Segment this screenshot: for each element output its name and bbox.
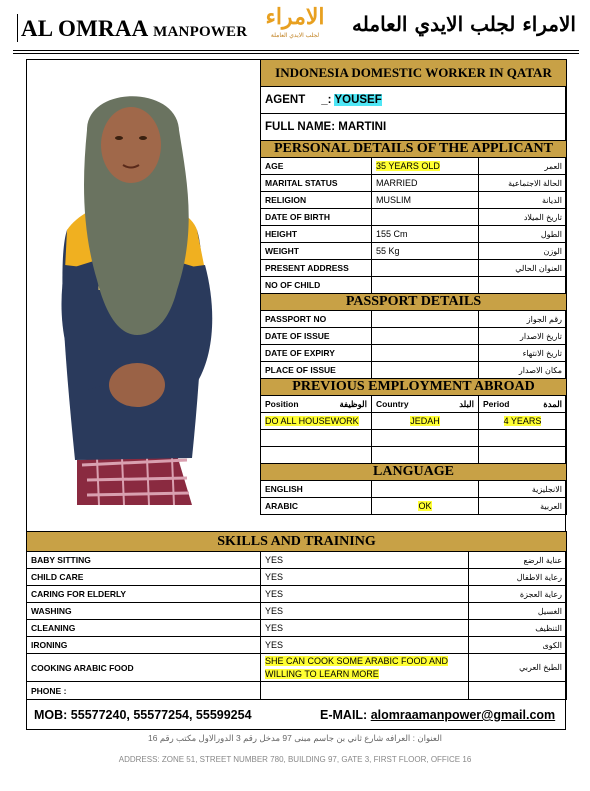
personal-label-ar: الطول [479,226,567,243]
skill-row-cooking: COOKING ARABIC FOOD SHE CAN COOK SOME ARABIC FOOD AND WILLING TO LEARN MORE الطبخ العربي [27,654,567,682]
employment-period: 4 YEARS [479,413,567,430]
skill-label-ar: رعاية العجزة [469,586,567,603]
company-logo: الامراء لجلب الايدي العاملة [265,4,325,39]
personal-label-ar: العنوان الحالي [479,260,567,277]
skill-value: YES [261,569,469,586]
passport-row [261,328,567,345]
brand-name-ar: الامراء لجلب الايدي العامله [352,12,576,36]
skill-label-ar: رعاية الاطفال [469,569,567,586]
personal-label: RELIGION [261,192,372,209]
language-row [261,498,567,515]
passport-label-ar: تاريخ الانتهاء [479,345,567,362]
address-en: ADDRESS: ZONE 51, STREET NUMBER 780, BUILDING 97, GATE 3, FIRST FLOOR, OFFICE 16 [118,755,472,764]
personal-label-ar: الديانة [479,192,567,209]
personal-label-ar: الحالة الاجتماعية [479,175,567,192]
language-label: ENGLISH [261,481,372,498]
passport-value [372,328,479,345]
personal-label: DATE OF BIRTH [261,209,372,226]
section-language: LANGUAGE [261,464,567,481]
letterhead [0,0,590,52]
applicant-details-table [260,59,567,515]
skill-value: YES [261,603,469,620]
col-position: Position الوظيفة [261,396,372,413]
skill-row [27,586,567,603]
passport-value [372,311,479,328]
personal-row [261,175,567,192]
personal-value: 35 YEARS OLD [372,158,479,175]
personal-value [372,277,479,294]
passport-label: PLACE OF ISSUE [261,362,372,379]
passport-row [261,362,567,379]
personal-label-ar: الوزن [479,243,567,260]
section-passport-details: PASSPORT DETAILS [261,294,567,311]
skill-label: CARING FOR ELDERLY [27,586,261,603]
skill-row [27,637,567,654]
text-cursor [17,14,18,42]
employment-row [261,413,567,430]
passport-row [261,311,567,328]
skill-value: YES [261,552,469,569]
passport-label: DATE OF EXPIRY [261,345,372,362]
skill-label-ar: عناية الرضع [469,552,567,569]
language-value [372,481,479,498]
passport-label-ar: رقم الجواز [479,311,567,328]
brand-name-en: AL OMRAA MANPOWER [21,16,248,41]
section-personal-details: PERSONAL DETAILS OF THE APPLICANT [261,141,567,158]
col-period: Period المدة [479,396,567,413]
passport-row [261,345,567,362]
personal-row [261,209,567,226]
personal-label: PRESENT ADDRESS [261,260,372,277]
personal-value: MUSLIM [372,192,479,209]
employment-country: JEDAH [372,413,479,430]
skill-label: CLEANING [27,620,261,637]
employment-header-row [261,396,567,413]
personal-label: NO OF CHILD [261,277,372,294]
passport-label-ar: مكان الاصدار [479,362,567,379]
personal-label: MARITAL STATUS [261,175,372,192]
personal-value [372,260,479,277]
personal-label: HEIGHT [261,226,372,243]
personal-row [261,277,567,294]
personal-label-ar: تاريخ الميلاد [479,209,567,226]
phone-row: PHONE : [27,682,567,700]
header-divider [13,50,579,51]
skill-label-ar: التنظيف [469,620,567,637]
language-label: ARABIC [261,498,372,515]
personal-value [372,209,479,226]
agent-value: YOUSEF [334,94,382,106]
language-row [261,481,567,498]
language-value: OK [372,498,479,515]
header-divider-2 [13,53,579,54]
language-label-ar: العربية [479,498,567,515]
personal-row [261,192,567,209]
skill-label: WASHING [27,603,261,620]
personal-row [261,260,567,277]
agent-row: AGENT _: YOUSEF [261,87,567,114]
col-country: Country البلد [372,396,479,413]
skill-label: CHILD CARE [27,569,261,586]
mobile-numbers: MOB: 55577240, 55577254, 55599254 [34,708,252,722]
skill-value: YES [261,620,469,637]
personal-value: 155 Cm [372,226,479,243]
skills-table [26,531,567,700]
skill-label: BABY SITTING [27,552,261,569]
personal-row [261,226,567,243]
email-line: E-MAIL: alomraamanpower@gmail.com [320,708,556,722]
personal-label: AGE [261,158,372,175]
skill-cooking-value: SHE CAN COOK SOME ARABIC FOOD AND WILLING TO LEARN MORE [261,654,469,682]
personal-value: 55 Kg [372,243,479,260]
address-ar: العنوان : العرافه شارع ثاني بن جاسم مبنى 97 مدخل رقم 3 الدورالاول مكتب رقم 16 [148,733,442,743]
skill-row [27,552,567,569]
personal-row [261,158,567,175]
personal-label-ar [479,277,567,294]
passport-value [372,345,479,362]
passport-value [372,362,479,379]
passport-label: PASSPORT NO [261,311,372,328]
section-skills-training: SKILLS AND TRAINING [27,532,567,552]
skill-label: IRONING [27,637,261,654]
passport-label: DATE OF ISSUE [261,328,372,345]
personal-label: WEIGHT [261,243,372,260]
skill-label-ar: الكوى [469,637,567,654]
personal-value: MARRIED [372,175,479,192]
personal-row [261,243,567,260]
personal-label-ar: العمر [479,158,567,175]
skill-label-ar: الغسيل [469,603,567,620]
language-label-ar: الانجليزية [479,481,567,498]
skill-row [27,620,567,637]
skill-value: YES [261,586,469,603]
document-title: INDONESIA DOMESTIC WORKER IN QATAR [261,60,567,87]
skill-value: YES [261,637,469,654]
full-name-row: FULL NAME: MARTINI [261,114,567,141]
skill-row [27,569,567,586]
section-previous-employment: PREVIOUS EMPLOYMENT ABROAD [261,379,567,396]
email-link[interactable]: alomraamanpower@gmail.com [370,708,556,722]
skill-row [27,603,567,620]
applicant-photo [27,60,259,530]
employment-position: DO ALL HOUSEWORK [261,413,372,430]
passport-label-ar: تاريخ الاصدار [479,328,567,345]
